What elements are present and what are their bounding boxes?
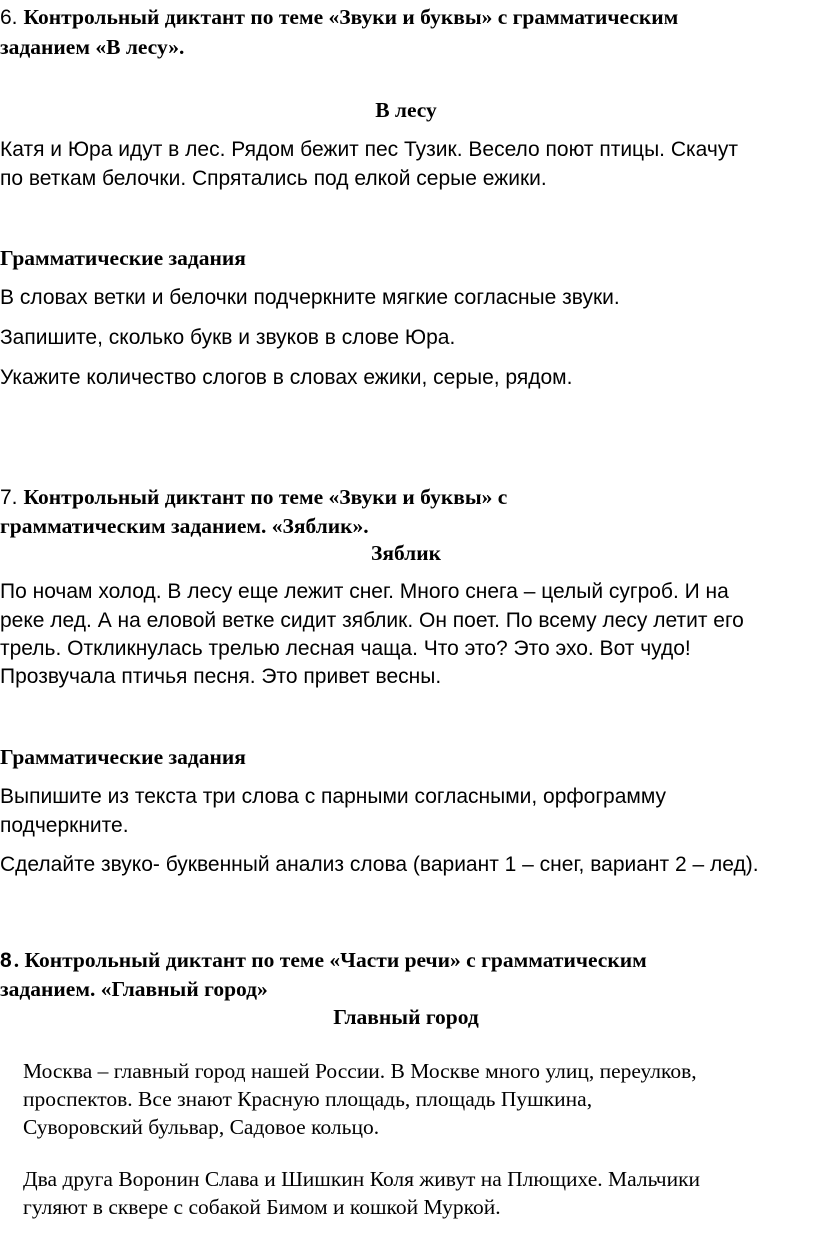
section-6-number: 6. [0, 6, 18, 29]
section-6-task-3: Укажите количество слогов в словах ежики, серые, рядом. [0, 366, 573, 389]
section-6-heading-text: Контрольный диктант по теме «Звуки и буквы» с грамматическим [23, 5, 679, 29]
section-7-heading-line-2: грамматическим заданием. «Зяблик». [0, 514, 369, 538]
section-7-title: Зяблик [370, 541, 442, 565]
section-7-task-1-line-2: подчеркните. [0, 814, 129, 837]
section-8-paragraph-1-line-3: Суворовский бульвар, Садовое кольцо. [23, 1115, 380, 1139]
section-7-text-line-4: Прозвучала птичья песня. Это привет весны. [0, 665, 442, 688]
section-6-heading-line-2: заданием «В лесу». [0, 35, 185, 59]
section-7-text-line-3: трель. Откликнулась трелью лесная чаща. Что это? Это эхо. Вот чудо! [0, 637, 691, 660]
section-8-heading-text: . Контрольный диктант по теме «Части речи» с грамматическим [13, 948, 647, 972]
section-6-heading-line-1 [0, 2, 812, 33]
section-7-heading-line-1 [0, 482, 812, 513]
section-6-text-line-1: Катя и Юра идут в лес. Рядом бежит пес Тузик. Весело поют птицы. Скачут [0, 138, 738, 161]
section-7-text-line-1: По ночам холод. В лесу еще лежит снег. Много снега – целый сугроб. И на [0, 580, 729, 603]
section-8-paragraph-2-line-2: гуляют в сквере с собакой Бимом и кошкой Муркой. [23, 1195, 501, 1219]
section-8-title: Главный город [333, 1005, 479, 1029]
section-8-heading-line-1 [0, 945, 812, 976]
section-7-task-1-line-1: Выпишите из текста три слова с парными согласными, орфограмму [0, 785, 666, 808]
section-8-paragraph-2-line-1: Два друга Воронин Слава и Шишкин Коля живут на Плющихе. Мальчики [23, 1167, 701, 1191]
section-8-heading-line-2: заданием. «Главный город» [0, 977, 268, 1001]
section-7-number: 7. [0, 486, 18, 509]
section-7-task-2: Сделайте звуко- буквенный анализ слова (вариант 1 – снег, вариант 2 – лед). [0, 853, 759, 876]
section-7-text-line-2: реке лед. А на еловой ветке сидит зяблик. Он поет. По всему лесу летит его [0, 609, 744, 632]
section-8-number: 8 [0, 949, 12, 972]
section-6-title: В лесу [375, 98, 437, 122]
section-6-tasks-heading: Грамматические задания [0, 246, 246, 270]
section-7-heading-text: Контрольный диктант по теме «Звуки и буквы» с [23, 485, 508, 509]
section-6-task-2: Запишите, сколько букв и звуков в слове Юра. [0, 326, 456, 349]
section-7-tasks-heading: Грамматические задания [0, 745, 246, 769]
section-6-task-1: В словах ветки и белочки подчеркните мягкие согласные звуки. [0, 286, 620, 309]
section-8-paragraph-1-line-2: проспектов. Все знают Красную площадь, площадь Пушкина, [23, 1087, 593, 1111]
section-8-paragraph-1-line-1: Москва – главный город нашей России. В Москве много улиц, переулков, [23, 1059, 697, 1083]
section-6-text-line-2: по веткам белочки. Спрятались под елкой серые ежики. [0, 167, 547, 190]
